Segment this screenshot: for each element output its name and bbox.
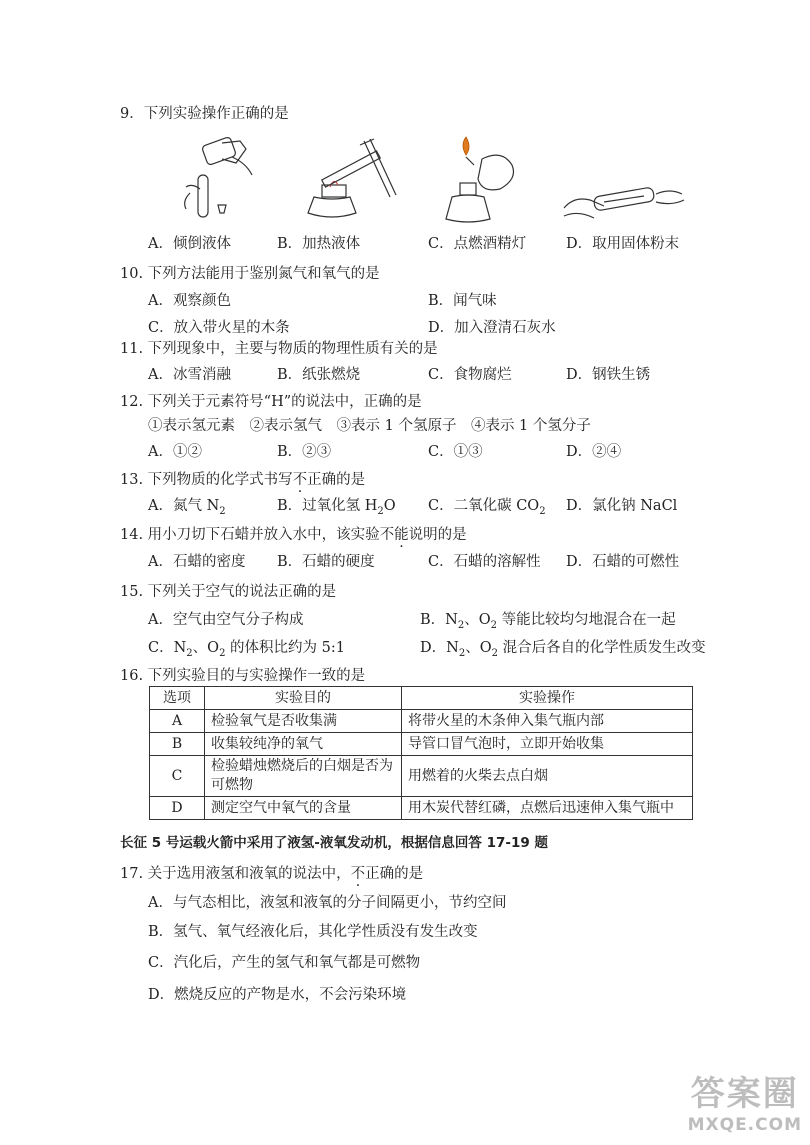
q14-stem [120,523,467,544]
q13-option-d: D．氯化钠 NaCl [566,498,678,514]
q12-option-b: B．②③ [277,444,332,460]
q9-option-b: B．加热液体 [277,236,361,252]
q17-option-b: B．氢气、氧气经液化后，其化学性质没有发生改变 [148,924,478,940]
q17-option-c: C．汽化后，产生的氢气和氧气都是可燃物 [148,955,421,971]
q13-stem-pre: 13. 下列物质的化学式书写 [120,472,293,488]
q11-option-d: D．钢铁生锈 [566,367,651,383]
take-powder-illustration [560,178,690,228]
q13-option-a [148,494,226,517]
q15-option-d-post: 混合后各自的化学性质发生改变 [497,640,706,656]
q17-emphasis: 不 [350,866,366,882]
q12-option-d: D．②④ [566,444,622,460]
q13-stem-post: 正确的是 [307,472,366,488]
q11-option-b: B．纸张燃烧 [277,367,361,383]
q15-option-c-sub1: 2 [186,647,193,659]
q13-option-a-text: A．氮气 N [148,498,220,514]
table-row [150,756,693,797]
q14-option-a: A．石蜡的密度 [148,554,246,570]
q13-option-c [428,494,546,517]
watermark-url: MXQE.COM [687,1115,802,1135]
q15-option-b-pre: B．N [420,612,458,628]
light-lamp-illustration [432,135,528,227]
q10-option-b: B．闻气味 [428,293,497,309]
q10-stem: 10. 下列方法能用于鉴别氮气和氧气的是 [120,266,380,282]
pour-liquid-illustration [170,135,260,227]
q10-option-d: D．加入澄清石灰水 [428,320,556,336]
header-purpose: 实验目的 [205,687,402,710]
q16-stem: 16. 下列实验目的与实验操作一致的是 [120,668,366,684]
header-option: 选项 [150,687,205,710]
q17-option-d: D．燃烧反应的产物是水，不会污染环境 [148,987,407,1003]
watermark-logo [688,1066,802,1135]
header-operation: 实验操作 [402,687,693,710]
row-operation: 导管口冒气泡时，立即开始收集 [402,733,693,756]
q13-option-c-sub: 2 [539,505,546,517]
q15-option-b-sub1: 2 [457,619,465,631]
row-purpose: 测定空气中氧气的含量 [205,797,402,820]
q12-option-c: C．①③ [428,444,483,460]
q14-option-d: D．石蜡的可燃性 [566,554,680,570]
table-header-row [150,687,693,710]
q14-stem-pre: 14. 用小刀切下石蜡并放入水中，该实验不 [120,527,395,543]
q13-option-b-sub: 2 [377,505,384,517]
q15-option-c-post: 的体积比约为 5:1 [225,640,345,656]
q15-stem: 15. 下列关于空气的说法正确的是 [120,584,337,600]
q15-option-b-sub2: 2 [490,619,497,631]
q13-option-a-sub: 2 [219,505,226,517]
q13-stem [120,468,365,489]
q15-option-c-sub2: 2 [219,647,226,659]
q14-option-c: C．石蜡的溶解性 [428,554,541,570]
q12-statements: ①表示氢元素 ②表示氢气 ③表示 1 个氢原子 ④表示 1 个氢分子 [148,418,591,434]
q15-option-d [420,636,706,659]
q16-table [149,686,693,820]
q15-option-d-sub1: 2 [458,647,466,659]
row-purpose: 检验蜡烛燃烧后的白烟是否为可燃物 [205,756,402,797]
q15-option-c-mid: 、O [192,640,220,656]
q10-option-a: A．观察颜色 [148,293,231,309]
q17-stem [120,862,423,883]
q13-emphasis: 不 [292,472,308,488]
row-option: C [150,756,205,797]
q17-option-a: A．与气态相比，液氢和液氧的分子间隔更小，节约空间 [148,895,507,911]
row-purpose: 收集较纯净的氧气 [205,733,402,756]
heat-liquid-illustration [300,135,400,227]
q15-option-d-mid: 、O [465,640,492,656]
q11-option-c: C．食物腐烂 [428,367,512,383]
q17-stem-pre: 17. 关于选用液氢和液氧的说法中， [120,866,351,882]
q14-option-b: B．石蜡的硬度 [277,554,375,570]
q13-option-b-tail: O [383,498,396,514]
q9-option-d: D．取用固体粉末 [566,236,680,252]
q9-option-c: C．点燃酒精灯 [428,236,527,252]
q9-option-a: A．倾倒液体 [148,236,231,252]
q10-option-c: C．放入带火星的木条 [148,320,290,336]
q15-option-b [420,608,676,631]
row-option: B [150,733,205,756]
q15-option-b-post: 等能比较均匀地混合在一起 [496,612,676,628]
q15-option-b-mid: 、O [464,612,491,628]
q9-stem: 9．下列实验操作正确的是 [120,106,289,122]
q13-option-b-text: B．过氧化氢 H [277,498,378,514]
watermark-title: 答案圈 [690,1074,799,1114]
q15-option-d-sub2: 2 [491,647,498,659]
q13-option-c-text: C．二氧化碳 CO [428,498,540,514]
q15-option-a: A．空气由空气分子构成 [148,612,304,628]
q12-stem: 12. 下列关于元素符号“H”的说法中，正确的是 [120,394,422,410]
row-operation: 用燃着的火柴去点白烟 [402,756,693,797]
table-row [150,710,693,733]
row-option: D [150,797,205,820]
q15-option-c [148,636,345,659]
section-intro: 长征 5 号运载火箭中采用了液氢-液氧发动机，根据信息回答 17-19 题 [120,835,548,851]
q11-option-a: A．冰雪消融 [148,367,231,383]
q15-option-c-pre: C．N [148,640,187,656]
q11-stem: 11. 下列现象中，主要与物质的物理性质有关的是 [120,341,438,357]
q15-option-d-pre: D．N [420,640,459,656]
q13-option-b [277,494,396,517]
row-operation: 用木炭代替红磷，点燃后迅速伸入集气瓶中 [402,797,693,820]
q14-stem-post: 说明的是 [408,527,467,543]
table-row [150,797,693,820]
row-option: A [150,710,205,733]
q12-option-a: A．①② [148,444,202,460]
row-purpose: 检验氧气是否收集满 [205,710,402,733]
table-row [150,733,693,756]
q17-stem-post: 正确的是 [365,866,424,882]
row-operation: 将带火星的木条伸入集气瓶内部 [402,710,693,733]
q14-emphasis: 能 [394,527,409,543]
